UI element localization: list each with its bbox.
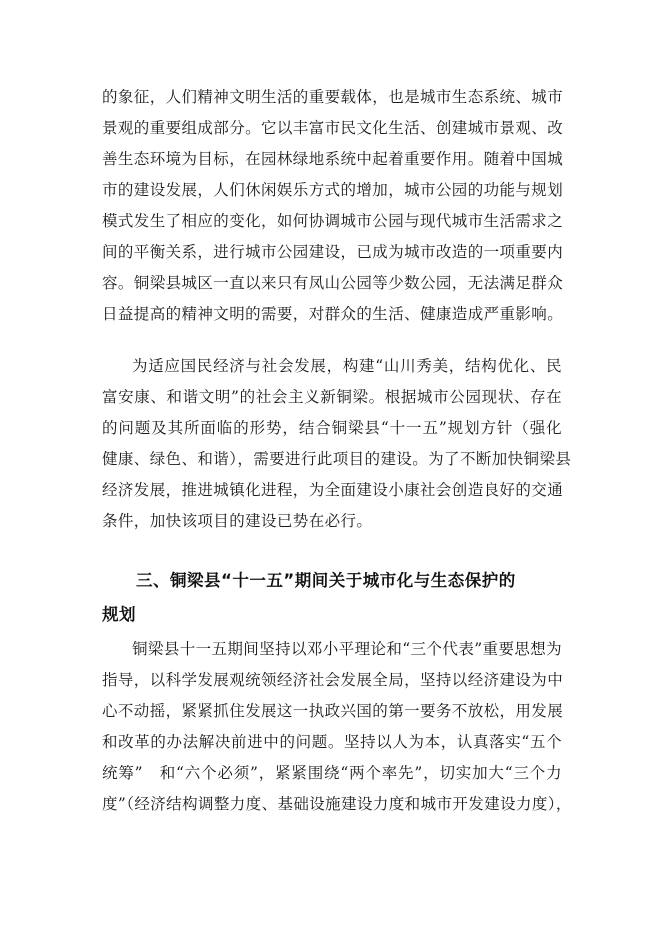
paragraph-3-line-3: 心不动摇，紧紧抓住发展这一执政兴国的第一要务不放松，用发展 (102, 702, 564, 720)
paragraph-2-line-4: 健康、绿色、和谐），需要进行此项目的建设。为了不断加快铜梁县 (102, 450, 572, 468)
paragraph-2-line-3: 的问题及其所面临的形势，结合铜梁县“十一五”规划方针（强化 (102, 419, 562, 437)
paragraph-3-line-5: 统筹” 和“六个必须”，紧紧围绕“两个率先”，切实加大“三个力 (102, 764, 562, 782)
paragraph-1-line-8: 日益提高的精神文明的需要，对群众的生活、健康造成严重影响。 (102, 305, 564, 323)
paragraph-1-line-3: 善生态环境为目标，在园林绿地系统中起着重要作用。随着中国城 (102, 150, 564, 168)
paragraph-1-line-7: 容。铜梁县城区一直以来只有凤山公园等少数公园，无法满足群众 (102, 274, 564, 292)
paragraph-3-line-6: 度”（经济结构调整力度、基础设施建设力度和城市开发建设力度）， (102, 795, 572, 813)
paragraph-2-line-5: 经济发展，推进城镇化进程，为全面建设小康社会创造良好的交通 (102, 481, 564, 499)
paragraph-2-line-2: 富安康、和谐文明”的社会主义新铜梁。根据城市公园现状、存在 (102, 388, 562, 406)
paragraph-2-line-1: 为适应国民经济与社会发展，构建“山川秀美，结构优化、民 (132, 357, 562, 375)
paragraph-1-line-6: 间的平衡关系，进行城市公园建设，已成为城市改造的一项重要内 (102, 243, 564, 261)
paragraph-1-line-4: 市的建设发展，人们休闲娱乐方式的增加，城市公园的功能与规划 (102, 181, 564, 199)
section-heading-line-1: 三、铜梁县“十一五”期间关于城市化与生态保护的 (136, 571, 516, 590)
paragraph-3-line-1: 铜梁县十一五期间坚持以邓小平理论和“三个代表”重要思想为 (132, 640, 563, 658)
paragraph-2-line-6: 条件，加快该项目的建设已势在必行。 (102, 512, 373, 530)
paragraph-3-line-4: 和改革的办法解决前进中的问题。坚持以人为本，认真落实“五个 (102, 733, 562, 751)
section-heading-line-2: 规划 (102, 605, 136, 624)
paragraph-1-line-5: 模式发生了相应的变化，如何协调城市公园与现代城市生活需求之 (102, 212, 564, 230)
paragraph-3-line-2: 指导，以科学发展观统领经济社会发展全局，坚持以经济建设为中 (102, 671, 564, 689)
paragraph-1-line-1: 的象征，人们精神文明生活的重要载体，也是城市生态系统、城市 (102, 88, 564, 106)
paragraph-1-line-2: 景观的重要组成部分。它以丰富市民文化生活、创建城市景观、改 (102, 119, 564, 137)
